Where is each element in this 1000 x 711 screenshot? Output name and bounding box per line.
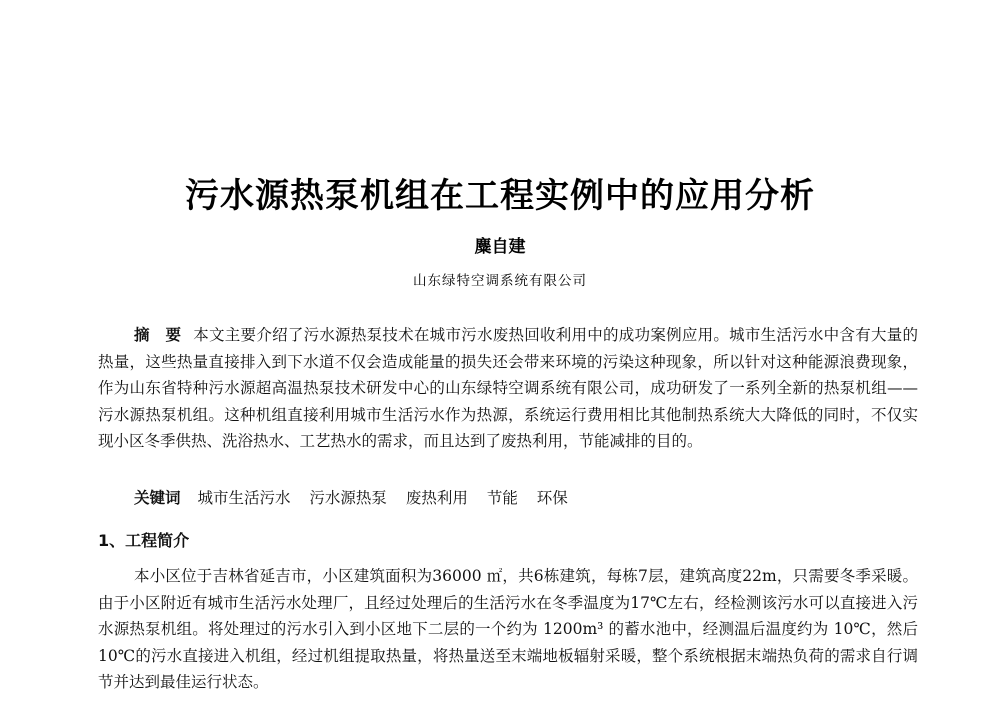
abstract-paragraph xyxy=(98,322,918,455)
author-affiliation: 山东绿特空调系统有限公司 xyxy=(413,273,587,289)
keywords-line xyxy=(134,486,582,508)
keyword-item: 废热利用 xyxy=(405,489,468,507)
keyword-item: 节能 xyxy=(486,489,518,507)
keywords-label: 关键词 xyxy=(134,489,181,507)
keyword-item: 城市生活污水 xyxy=(197,489,291,507)
author-name: 麋自建 xyxy=(474,237,526,257)
section-body-text: 本小区位于吉林省延吉市，小区建筑面积为36000 ㎡，共6栋建筑，每栋7层，建筑高度22m，只需要冬季采暖。由于小区附近有城市生活污水处理厂，且经过处理后的生活污水在冬季温度为17℃左右，经检测该污水可以直接进入污水源热泵机组。将处理过的污水引入到小区地下二层的一个约为 1200m³ 的蓄水池中，经测温后温度约为 10℃，然后 10℃的污水直接进入机组，经过机组提取热量，将热量送至末端地板辐射采暖，整个系统根据末端热负荷的需求自行调节并达到最佳运行状态。 xyxy=(98,567,918,691)
section-heading: 1、工程简介 xyxy=(98,531,190,550)
keyword-item: 环保 xyxy=(536,489,568,507)
paper-title: 污水源热泵机组在工程实例中的应用分析 xyxy=(185,176,815,216)
keyword-item: 污水源热泵 xyxy=(309,489,387,507)
abstract-text: 本文主要介绍了污水源热泵技术在城市污水废热回收利用中的成功案例应用。城市生活污水中含有大量的热量，这些热量直接排入到下水道不仅会造成能量的损失还会带来环境的污染这种现象，所以针对这种能源浪费现象，作为山东省特种污水源超高温热泵技术研发中心的山东绿特空调系统有限公司，成功研发了一系列全新的热泵机组——污水源热泵机组。这种机组直接利用城市生活污水作为热源，系统运行费用相比其他制热系统大大降低的同时，不仅实现小区冬季供热、洗浴热水、工艺热水的需求，而且达到了废热利用，节能减排的目的。 xyxy=(98,326,918,450)
abstract-label: 摘 要 xyxy=(134,326,182,344)
